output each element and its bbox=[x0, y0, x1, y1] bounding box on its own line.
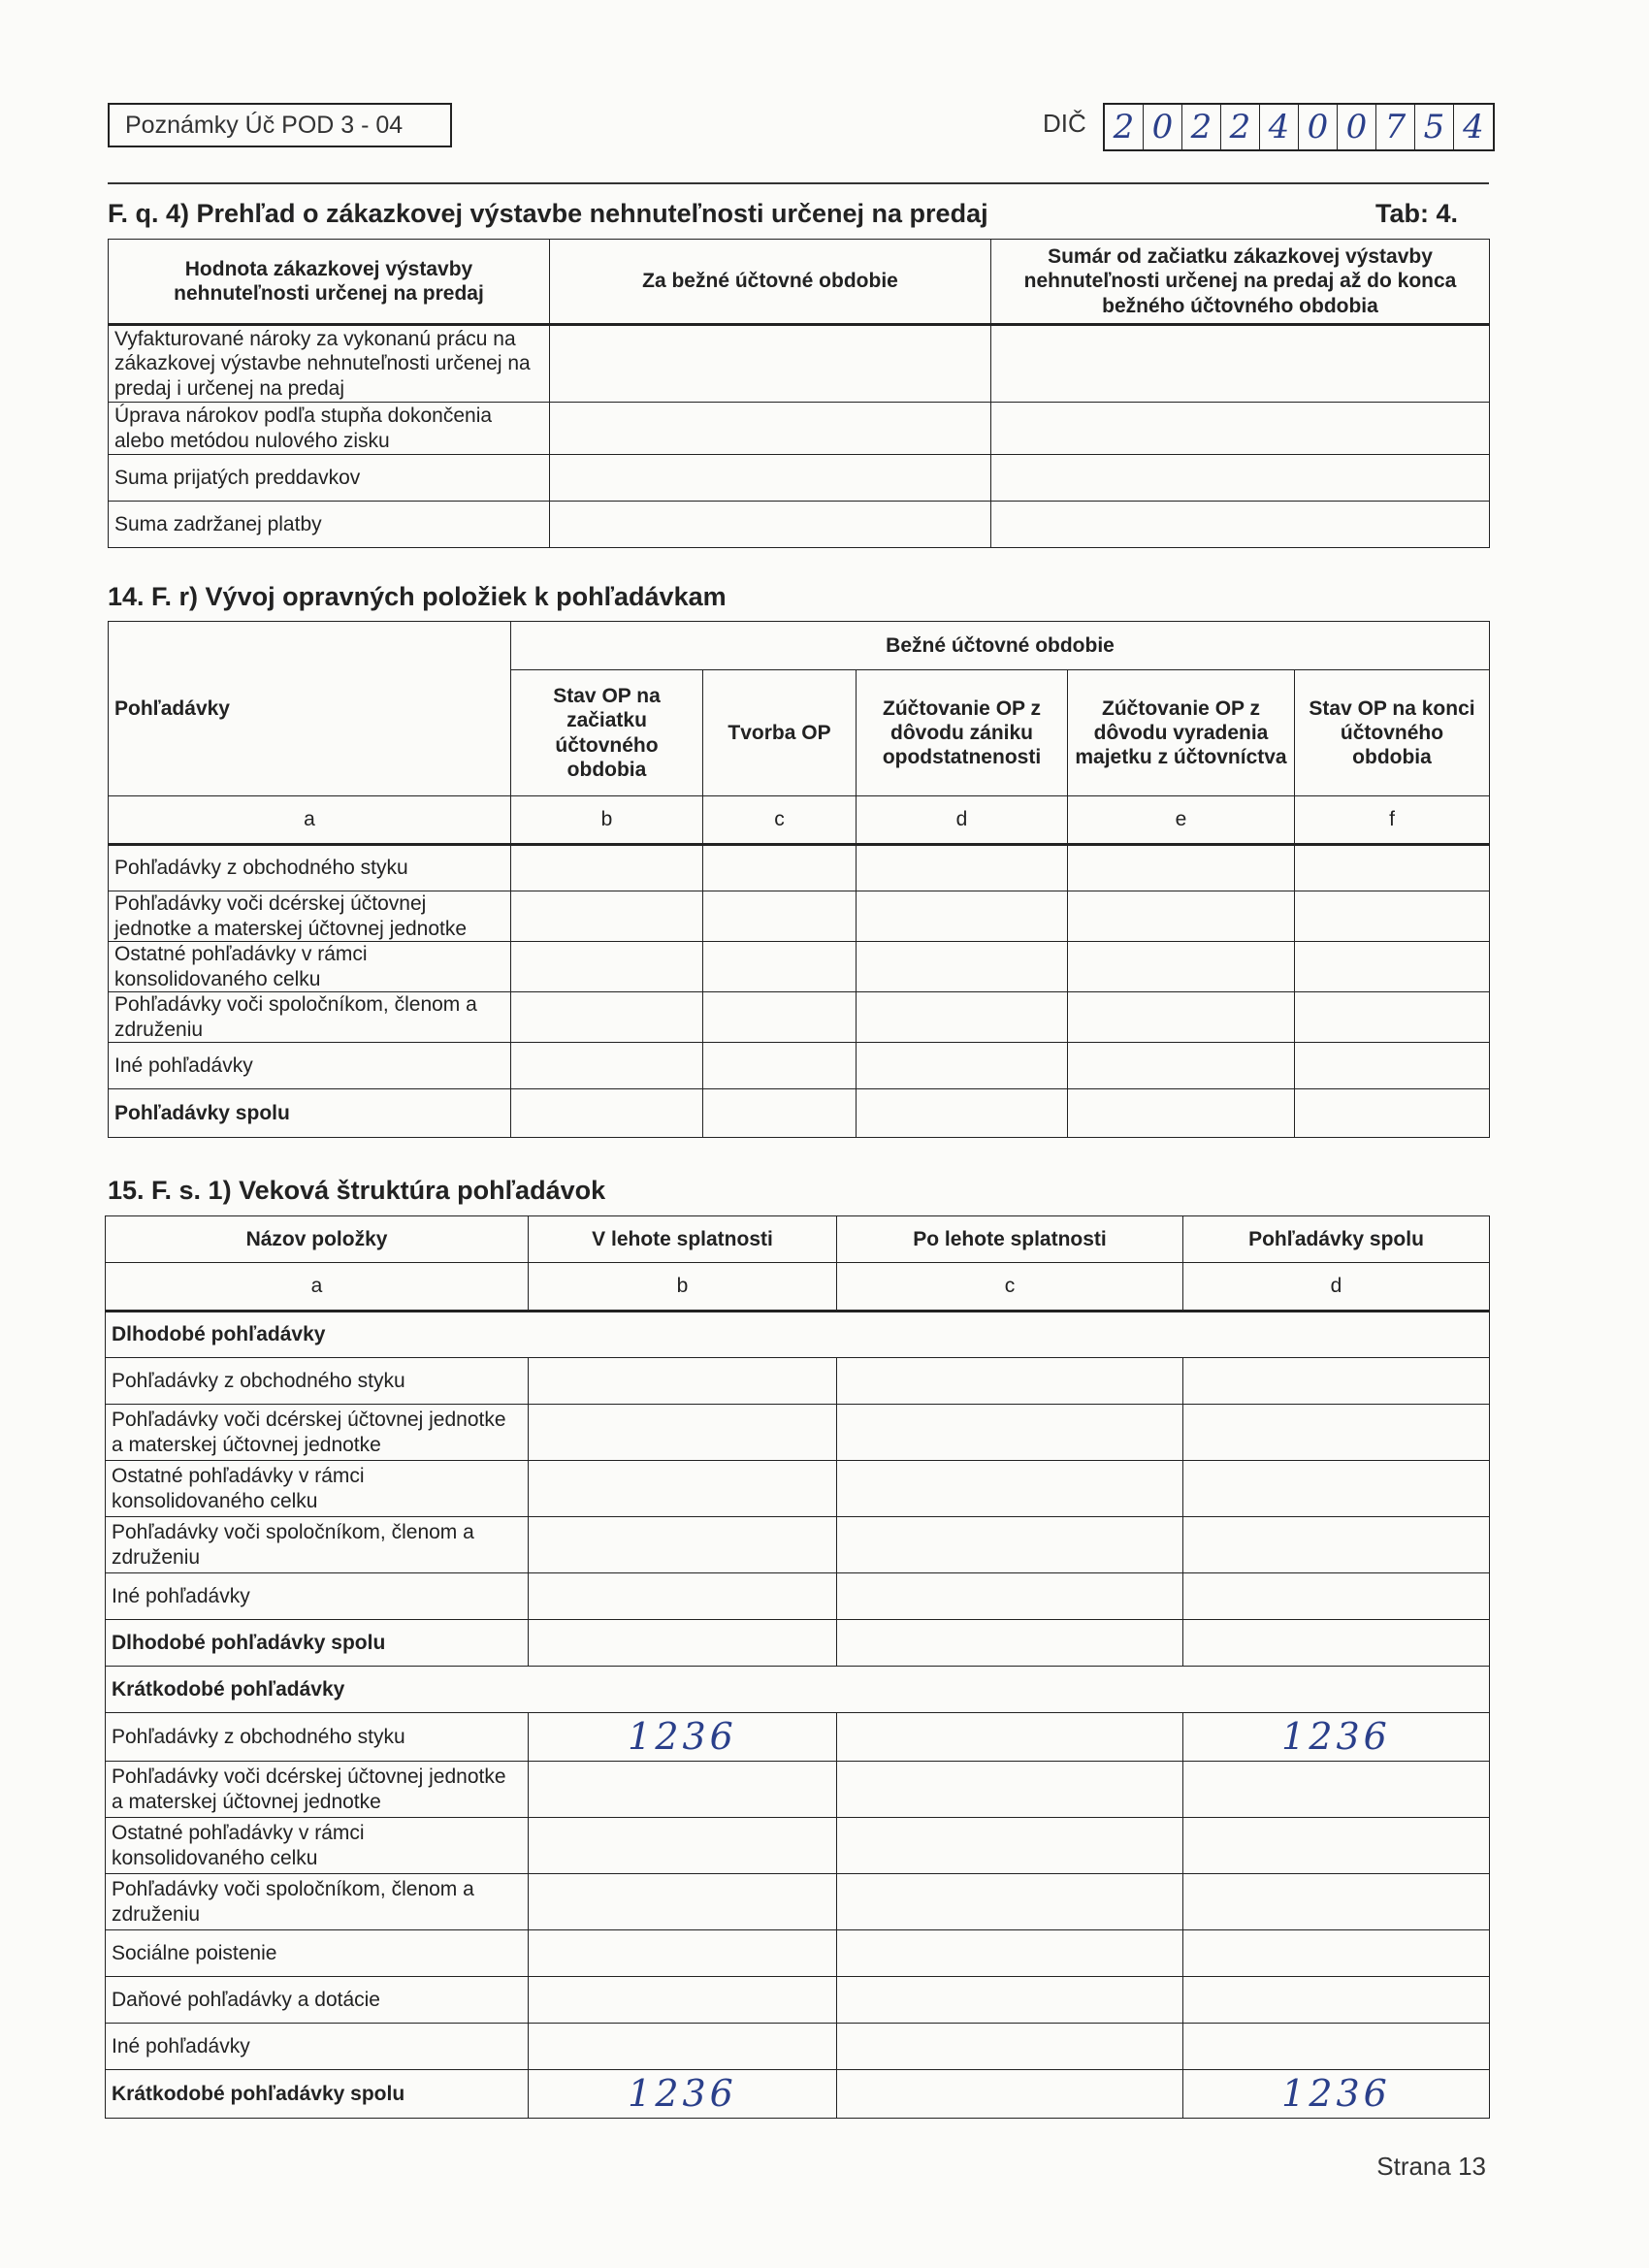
t14-cell[interactable] bbox=[1068, 942, 1295, 992]
dic-digit: 4 bbox=[1463, 108, 1484, 146]
t15-row-label: Pohľadávky z obchodného styku bbox=[106, 1713, 529, 1762]
t14-cell[interactable] bbox=[857, 891, 1068, 942]
t15-cell-d[interactable] bbox=[1183, 1874, 1490, 1930]
t15-cell-b[interactable] bbox=[529, 2024, 837, 2070]
t15-cell-c[interactable] bbox=[837, 1517, 1183, 1573]
fq-cell[interactable] bbox=[550, 502, 991, 548]
dic-digit: 0 bbox=[1299, 105, 1338, 149]
t14-col-header: Zúčtovanie OP z dôvodu zániku opodstatnenosti bbox=[857, 670, 1068, 796]
table-row bbox=[106, 1517, 1490, 1573]
t15-cell-d[interactable] bbox=[1183, 1358, 1490, 1405]
t15-row-label: Sociálne poistenie bbox=[106, 1930, 529, 1977]
table-row bbox=[106, 1667, 1490, 1713]
t15-row-label: Iné pohľadávky bbox=[106, 1573, 529, 1620]
t14-letter: c bbox=[703, 796, 857, 845]
t14-cell[interactable] bbox=[857, 992, 1068, 1043]
t14-cell[interactable] bbox=[511, 1089, 703, 1138]
t14-cell[interactable] bbox=[703, 1089, 857, 1138]
t14-cell[interactable] bbox=[857, 845, 1068, 891]
t14-cell[interactable] bbox=[511, 845, 703, 891]
t15-letter-row bbox=[106, 1263, 1490, 1312]
t14-letter: e bbox=[1068, 796, 1295, 845]
t15-cell-b[interactable] bbox=[529, 1930, 837, 1977]
t14-letter: f bbox=[1295, 796, 1490, 845]
t15-header: Po lehote splatnosti bbox=[837, 1216, 1183, 1263]
t15-cell-c[interactable] bbox=[837, 1461, 1183, 1517]
t15-cell-b[interactable] bbox=[529, 1762, 837, 1818]
t14-cell[interactable] bbox=[1295, 992, 1490, 1043]
t15-cell-c[interactable] bbox=[837, 1405, 1183, 1461]
t15-header: Pohľadávky spolu bbox=[1183, 1216, 1490, 1263]
t15-cell-c[interactable] bbox=[837, 1573, 1183, 1620]
section-15-title: 15. F. s. 1) Veková štruktúra pohľadávok bbox=[108, 1176, 606, 1205]
t14-col-header: Zúčtovanie OP z dôvodu vyradenia majetku z účtovníctva bbox=[1068, 670, 1295, 796]
t15-row-label: Dlhodobé pohľadávky bbox=[106, 1312, 1490, 1358]
table-row bbox=[106, 1713, 1490, 1762]
t15-cell-b[interactable] bbox=[529, 1358, 837, 1405]
t15-cell-d[interactable] bbox=[1183, 1977, 1490, 2024]
table-row bbox=[109, 845, 1490, 891]
dic-digit: 4 bbox=[1260, 105, 1299, 149]
table-row bbox=[106, 1573, 1490, 1620]
section-fq-title: F. q. 4) Prehľad o zákazkovej výstavbe nehnuteľnosti určenej na predaj bbox=[108, 199, 988, 228]
table-row bbox=[106, 1874, 1490, 1930]
t14-cell[interactable] bbox=[703, 1043, 857, 1089]
t14-cell[interactable] bbox=[857, 1089, 1068, 1138]
t14-letter: d bbox=[857, 796, 1068, 845]
t15-cell-c[interactable] bbox=[837, 1358, 1183, 1405]
t15-cell-c[interactable] bbox=[837, 1713, 1183, 1762]
table-fq bbox=[108, 239, 1490, 548]
table-row bbox=[106, 1930, 1490, 1977]
dic-digit: 2 bbox=[1221, 105, 1260, 149]
t15-row-label: Pohľadávky voči dcérskej účtovnej jednotke a materskej účtovnej jednotke bbox=[106, 1762, 529, 1818]
table-row bbox=[109, 1043, 1490, 1089]
t15-letter: b bbox=[529, 1263, 837, 1312]
t15-cell-d[interactable] bbox=[1183, 1573, 1490, 1620]
t14-cell[interactable] bbox=[511, 1043, 703, 1089]
page-number: Strana 13 bbox=[1376, 2152, 1486, 2181]
t15-row-label: Krátkodobé pohľadávky bbox=[106, 1667, 1490, 1713]
dic-digit: 2 bbox=[1105, 105, 1144, 149]
dic-digit: 0 bbox=[1144, 105, 1182, 149]
fq-cell[interactable] bbox=[991, 325, 1490, 403]
table-row bbox=[106, 1818, 1490, 1874]
t14-col-header: Stav OP na konci účtovného obdobia bbox=[1295, 670, 1490, 796]
fq-cell[interactable] bbox=[991, 455, 1490, 502]
t14-cell[interactable] bbox=[1295, 942, 1490, 992]
t14-cell[interactable] bbox=[1068, 992, 1295, 1043]
t15-row-label: Iné pohľadávky bbox=[106, 2024, 529, 2070]
t15-row-label: Ostatné pohľadávky v rámci konsolidovaného celku bbox=[106, 1461, 529, 1517]
t14-letter: a bbox=[109, 796, 511, 845]
table-row bbox=[106, 2024, 1490, 2070]
t15-header: Názov položky bbox=[106, 1216, 529, 1263]
t14-col-header: Tvorba OP bbox=[703, 670, 857, 796]
t15-row-label: Pohľadávky voči spoločníkom, členom a združeniu bbox=[106, 1874, 529, 1930]
t15-row-label: Daňové pohľadávky a dotácie bbox=[106, 1977, 529, 2024]
t15-row-label: Ostatné pohľadávky v rámci konsolidovaného celku bbox=[106, 1818, 529, 1874]
t14-group-header: Bežné účtovné obdobie bbox=[511, 622, 1490, 670]
t15-cell-b[interactable] bbox=[529, 1573, 837, 1620]
t14-cell[interactable] bbox=[703, 942, 857, 992]
t15-row-label: Pohľadávky voči dcérskej účtovnej jednotke a materskej účtovnej jednotke bbox=[106, 1405, 529, 1461]
table-row bbox=[109, 942, 1490, 992]
t14-row-label: Ostatné pohľadávky v rámci konsolidovaného celku bbox=[109, 942, 511, 992]
t15-cell-b[interactable] bbox=[529, 1874, 837, 1930]
fq-row-label: Vyfakturované nároky za vykonanú prácu na zákazkovej výstavbe nehnuteľnosti určenej na predaj i určenej na predaj bbox=[109, 325, 550, 403]
fq-header-2: Sumár od začiatku zákazkovej výstavby nehnuteľnosti určenej na predaj až do konca bežného účtovného obdobia bbox=[991, 240, 1490, 325]
t14-cell[interactable] bbox=[703, 845, 857, 891]
t14-row-header: Pohľadávky bbox=[109, 622, 511, 796]
t15-letter: a bbox=[106, 1263, 529, 1312]
t14-cell[interactable] bbox=[857, 942, 1068, 992]
table-row bbox=[106, 1461, 1490, 1517]
table-15 bbox=[105, 1215, 1490, 2119]
t15-cell-b[interactable] bbox=[529, 1620, 837, 1667]
section-14-title: 14. F. r) Vývoj opravných položiek k pohľadávkam bbox=[108, 582, 727, 611]
table-row bbox=[106, 1312, 1490, 1358]
t15-cell-d[interactable] bbox=[1183, 1620, 1490, 1667]
t15-cell-c[interactable] bbox=[837, 2070, 1183, 2119]
fq-row-label: Suma prijatých preddavkov bbox=[109, 455, 550, 502]
table-row bbox=[106, 1620, 1490, 1667]
t15-cell-c[interactable] bbox=[837, 1930, 1183, 1977]
table-row bbox=[109, 891, 1490, 942]
t14-cell[interactable] bbox=[1068, 1043, 1295, 1089]
t14-cell[interactable] bbox=[1068, 891, 1295, 942]
table-row bbox=[106, 2070, 1490, 2119]
t15-cell-d[interactable]: 1236 bbox=[1183, 2070, 1490, 2119]
t14-row-label: Pohľadávky z obchodného styku bbox=[109, 845, 511, 891]
t15-cell-c[interactable] bbox=[837, 2024, 1183, 2070]
t14-row-label: Pohľadávky spolu bbox=[109, 1089, 511, 1138]
table-row bbox=[106, 1977, 1490, 2024]
t14-row-label: Pohľadávky voči spoločníkom, členom a združeniu bbox=[109, 992, 511, 1043]
t15-row-label: Pohľadávky voči spoločníkom, členom a združeniu bbox=[106, 1517, 529, 1573]
t14-cell[interactable] bbox=[1295, 1043, 1490, 1089]
t15-row-label: Krátkodobé pohľadávky spolu bbox=[106, 2070, 529, 2119]
t15-cell-d[interactable] bbox=[1183, 1930, 1490, 1977]
tab-label: Tab: 4. bbox=[1375, 199, 1459, 228]
dic-label: DIČ bbox=[1043, 109, 1086, 138]
t14-letter-row bbox=[109, 796, 1490, 845]
t15-cell-c[interactable] bbox=[837, 1818, 1183, 1874]
t14-row-label: Pohľadávky voči dcérskej účtovnej jednotke a materskej účtovnej jednotke bbox=[109, 891, 511, 942]
table-row bbox=[109, 1089, 1490, 1138]
t15-row-label: Dlhodobé pohľadávky spolu bbox=[106, 1620, 529, 1667]
t14-cell[interactable] bbox=[511, 891, 703, 942]
fq-row-label: Suma zadržanej platby bbox=[109, 502, 550, 548]
t15-cell-b[interactable] bbox=[529, 1977, 837, 2024]
form-label: Poznámky Úč POD 3 - 04 bbox=[108, 103, 452, 147]
t15-cell-d[interactable] bbox=[1183, 2024, 1490, 2070]
t14-col-header: Stav OP na začiatku účtovného obdobia bbox=[511, 670, 703, 796]
dic-digit: 5 bbox=[1415, 105, 1454, 149]
t15-cell-c[interactable] bbox=[837, 1874, 1183, 1930]
fq-cell[interactable] bbox=[991, 403, 1490, 455]
t14-cell[interactable] bbox=[511, 992, 703, 1043]
t14-row-label: Iné pohľadávky bbox=[109, 1043, 511, 1089]
dic-boxes bbox=[1103, 103, 1495, 151]
t14-cell[interactable] bbox=[703, 891, 857, 942]
dic-digit: 2 bbox=[1182, 105, 1221, 149]
fq-cell[interactable] bbox=[550, 455, 991, 502]
t15-row-label: Pohľadávky z obchodného styku bbox=[106, 1358, 529, 1405]
t15-cell-c[interactable] bbox=[837, 1762, 1183, 1818]
t15-cell-b[interactable] bbox=[529, 1818, 837, 1874]
header-rule bbox=[108, 182, 1489, 184]
fq-header-0: Hodnota zákazkovej výstavby nehnuteľnosti určenej na predaj bbox=[109, 240, 550, 325]
t14-cell[interactable] bbox=[857, 1043, 1068, 1089]
fq-header-1: Za bežné účtovné obdobie bbox=[550, 240, 991, 325]
t15-cell-d[interactable] bbox=[1183, 1461, 1490, 1517]
t15-cell-b[interactable]: 1236 bbox=[529, 2070, 837, 2119]
t15-cell-d[interactable] bbox=[1183, 1762, 1490, 1818]
t14-cell[interactable] bbox=[703, 992, 857, 1043]
t15-cell-c[interactable] bbox=[837, 1977, 1183, 2024]
t15-cell-b[interactable] bbox=[529, 1461, 837, 1517]
t15-cell-b[interactable] bbox=[529, 1517, 837, 1573]
t14-cell[interactable] bbox=[1295, 1089, 1490, 1138]
t14-cell[interactable] bbox=[1068, 845, 1295, 891]
t14-letter: b bbox=[511, 796, 703, 845]
t15-cell-b[interactable] bbox=[529, 1405, 837, 1461]
t15-cell-d[interactable] bbox=[1183, 1405, 1490, 1461]
t14-cell[interactable] bbox=[1068, 1089, 1295, 1138]
fq-cell[interactable] bbox=[991, 502, 1490, 548]
table-14 bbox=[108, 621, 1490, 1138]
dic-digit: 7 bbox=[1376, 105, 1415, 149]
t15-cell-d[interactable]: 1236 bbox=[1183, 1713, 1490, 1762]
t15-cell-d[interactable] bbox=[1183, 1818, 1490, 1874]
t14-cell[interactable] bbox=[1295, 845, 1490, 891]
table-row bbox=[106, 1762, 1490, 1818]
table-row bbox=[106, 1405, 1490, 1461]
t15-header: V lehote splatnosti bbox=[529, 1216, 837, 1263]
table-row bbox=[109, 992, 1490, 1043]
t15-letter: d bbox=[1183, 1263, 1490, 1312]
t14-cell[interactable] bbox=[511, 942, 703, 992]
table-row bbox=[106, 1358, 1490, 1405]
dic-digit: 0 bbox=[1338, 105, 1376, 149]
fq-cell[interactable] bbox=[550, 403, 991, 455]
t15-letter: c bbox=[837, 1263, 1183, 1312]
fq-cell[interactable] bbox=[550, 325, 991, 403]
fq-row-label: Úprava nárokov podľa stupňa dokončenia alebo metódou nulového zisku bbox=[109, 403, 550, 455]
t15-cell-c[interactable] bbox=[837, 1620, 1183, 1667]
t15-cell-d[interactable] bbox=[1183, 1517, 1490, 1573]
t15-cell-b[interactable]: 1236 bbox=[529, 1713, 837, 1762]
t14-cell[interactable] bbox=[1295, 891, 1490, 942]
